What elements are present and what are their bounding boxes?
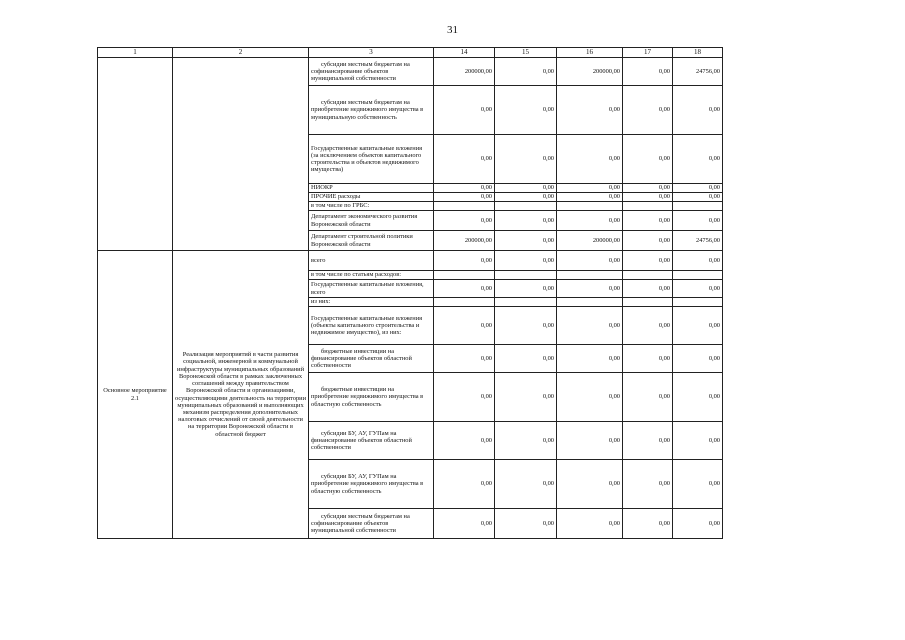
value-cell: 0,00 <box>623 422 673 460</box>
page-number: 31 <box>447 24 458 36</box>
value-cell: 0,00 <box>434 373 495 422</box>
value-cell: 0,00 <box>495 373 557 422</box>
expense-item-cell: Департамент строительной политики Воронежской области <box>309 231 434 251</box>
value-cell <box>673 298 723 307</box>
value-cell: 0,00 <box>495 193 557 202</box>
value-cell: 0,00 <box>673 193 723 202</box>
value-cell <box>673 271 723 280</box>
value-cell: 0,00 <box>623 280 673 298</box>
value-cell: 0,00 <box>495 345 557 373</box>
value-cell: 0,00 <box>623 251 673 271</box>
value-cell <box>623 202 673 211</box>
value-cell: 200000,00 <box>557 58 623 86</box>
value-cell <box>495 202 557 211</box>
budget-table <box>97 47 723 539</box>
value-cell: 200000,00 <box>434 58 495 86</box>
value-cell: 0,00 <box>495 211 557 231</box>
value-cell: 0,00 <box>557 460 623 509</box>
value-cell: 0,00 <box>557 184 623 193</box>
value-cell: 0,00 <box>434 135 495 184</box>
value-cell <box>623 271 673 280</box>
value-cell: 0,00 <box>623 58 673 86</box>
value-cell <box>495 298 557 307</box>
value-cell: 0,00 <box>557 373 623 422</box>
expense-item-cell: Государственные капитальные вложения (объекты капитального строительства и недвижимое имущество), из них: <box>309 307 434 345</box>
value-cell: 0,00 <box>623 193 673 202</box>
value-cell: 0,00 <box>434 251 495 271</box>
value-cell <box>557 271 623 280</box>
column-header: 18 <box>673 48 723 58</box>
value-cell: 0,00 <box>495 86 557 135</box>
value-cell: 0,00 <box>673 373 723 422</box>
expense-item-cell: бюджетные инвестиции на приобретение недвижимого имущества в областную собственность <box>309 373 434 422</box>
expense-item-cell: субсидии БУ, АУ, ГУПам на финансирование объектов областной собственности <box>309 422 434 460</box>
value-cell: 0,00 <box>557 307 623 345</box>
value-cell: 0,00 <box>434 86 495 135</box>
value-cell <box>557 202 623 211</box>
value-cell: 0,00 <box>623 86 673 135</box>
value-cell: 0,00 <box>557 135 623 184</box>
value-cell: 0,00 <box>495 280 557 298</box>
value-cell: 0,00 <box>434 211 495 231</box>
value-cell: 24756,00 <box>673 231 723 251</box>
value-cell: 0,00 <box>673 280 723 298</box>
activity-label-cell <box>98 58 173 251</box>
value-cell <box>623 298 673 307</box>
table-header-row <box>98 48 723 58</box>
value-cell: 200000,00 <box>557 231 623 251</box>
table-row <box>98 251 723 271</box>
column-header: 15 <box>495 48 557 58</box>
value-cell: 0,00 <box>495 251 557 271</box>
value-cell: 0,00 <box>434 307 495 345</box>
value-cell: 0,00 <box>434 422 495 460</box>
table-row <box>98 58 723 86</box>
expense-item-cell: в том числе по статьям расходов: <box>309 271 434 280</box>
value-cell: 0,00 <box>434 345 495 373</box>
expense-item-cell: Государственные капитальные вложения (за исключением объектов капитального строительства и объектов недвижимого имущества) <box>309 135 434 184</box>
value-cell: 0,00 <box>495 460 557 509</box>
value-cell: 0,00 <box>557 251 623 271</box>
value-cell: 0,00 <box>557 509 623 539</box>
value-cell: 0,00 <box>673 509 723 539</box>
value-cell: 0,00 <box>495 307 557 345</box>
value-cell: 0,00 <box>623 307 673 345</box>
activity-label-cell: Основное мероприятие 2.1 <box>98 251 173 539</box>
value-cell: 0,00 <box>434 460 495 509</box>
value-cell: 0,00 <box>623 211 673 231</box>
value-cell: 0,00 <box>623 373 673 422</box>
value-cell: 0,00 <box>673 184 723 193</box>
value-cell: 0,00 <box>623 509 673 539</box>
value-cell: 0,00 <box>673 135 723 184</box>
value-cell: 0,00 <box>673 307 723 345</box>
value-cell: 200000,00 <box>434 231 495 251</box>
value-cell <box>557 298 623 307</box>
value-cell: 0,00 <box>623 184 673 193</box>
value-cell: 0,00 <box>434 280 495 298</box>
value-cell <box>434 271 495 280</box>
value-cell: 0,00 <box>557 280 623 298</box>
expense-item-cell: субсидии местным бюджетам на софинансирование объектов муниципальной собственности <box>309 58 434 86</box>
value-cell: 0,00 <box>495 422 557 460</box>
value-cell: 0,00 <box>434 184 495 193</box>
expense-item-cell: из них: <box>309 298 434 307</box>
value-cell: 0,00 <box>623 460 673 509</box>
expense-item-cell: всего <box>309 251 434 271</box>
value-cell: 0,00 <box>673 460 723 509</box>
expense-item-cell: Государственные капитальные вложения, всего <box>309 280 434 298</box>
value-cell: 0,00 <box>434 509 495 539</box>
value-cell: 0,00 <box>495 135 557 184</box>
value-cell: 0,00 <box>673 86 723 135</box>
value-cell <box>495 271 557 280</box>
column-header: 16 <box>557 48 623 58</box>
value-cell: 0,00 <box>557 86 623 135</box>
value-cell: 0,00 <box>557 193 623 202</box>
expense-item-cell: ПРОЧИЕ расходы <box>309 193 434 202</box>
value-cell <box>673 202 723 211</box>
value-cell: 0,00 <box>673 251 723 271</box>
expense-item-cell: НИОКР <box>309 184 434 193</box>
column-header: 17 <box>623 48 673 58</box>
column-header: 2 <box>173 48 309 58</box>
value-cell: 0,00 <box>495 509 557 539</box>
value-cell <box>434 202 495 211</box>
value-cell: 0,00 <box>623 345 673 373</box>
value-cell <box>434 298 495 307</box>
expense-item-cell: бюджетные инвестиции на финансирование объектов областной собственности <box>309 345 434 373</box>
value-cell: 0,00 <box>557 422 623 460</box>
expense-item-cell: субсидии местным бюджетам на софинансирование объектов муниципальной собственности <box>309 509 434 539</box>
activity-description-cell <box>173 58 309 251</box>
activity-description-cell: Реализация мероприятий в части развития социальной, инженерной и коммунальной инфраструктуры муниципальных образований Воронежской области в рамках заключенных соглашений между правительством Воронежской области и организациями, осуществляющими деятельность на территории муниципальных образований и выполняющих механизм распределения дополнительных налоговых отчислений от своей деятельности на территории Воронежской области в областной бюджет <box>173 251 309 539</box>
value-cell: 0,00 <box>673 345 723 373</box>
column-header: 1 <box>98 48 173 58</box>
value-cell: 0,00 <box>673 211 723 231</box>
value-cell: 0,00 <box>623 135 673 184</box>
expense-item-cell: субсидии БУ, АУ, ГУПам на приобретение недвижимого имущества в областную собственность <box>309 460 434 509</box>
value-cell: 0,00 <box>673 422 723 460</box>
expense-item-cell: субсидии местным бюджетам на приобретение недвижимого имущества в муниципальную собственность <box>309 86 434 135</box>
value-cell: 0,00 <box>495 58 557 86</box>
column-header: 3 <box>309 48 434 58</box>
expense-item-cell: Департамент экономического развития Воронежской области <box>309 211 434 231</box>
value-cell: 0,00 <box>495 184 557 193</box>
value-cell: 0,00 <box>495 231 557 251</box>
value-cell: 0,00 <box>557 211 623 231</box>
expense-item-cell: в том числе по ГРБС: <box>309 202 434 211</box>
value-cell: 0,00 <box>623 231 673 251</box>
value-cell: 24756,00 <box>673 58 723 86</box>
value-cell: 0,00 <box>557 345 623 373</box>
column-header: 14 <box>434 48 495 58</box>
value-cell: 0,00 <box>434 193 495 202</box>
